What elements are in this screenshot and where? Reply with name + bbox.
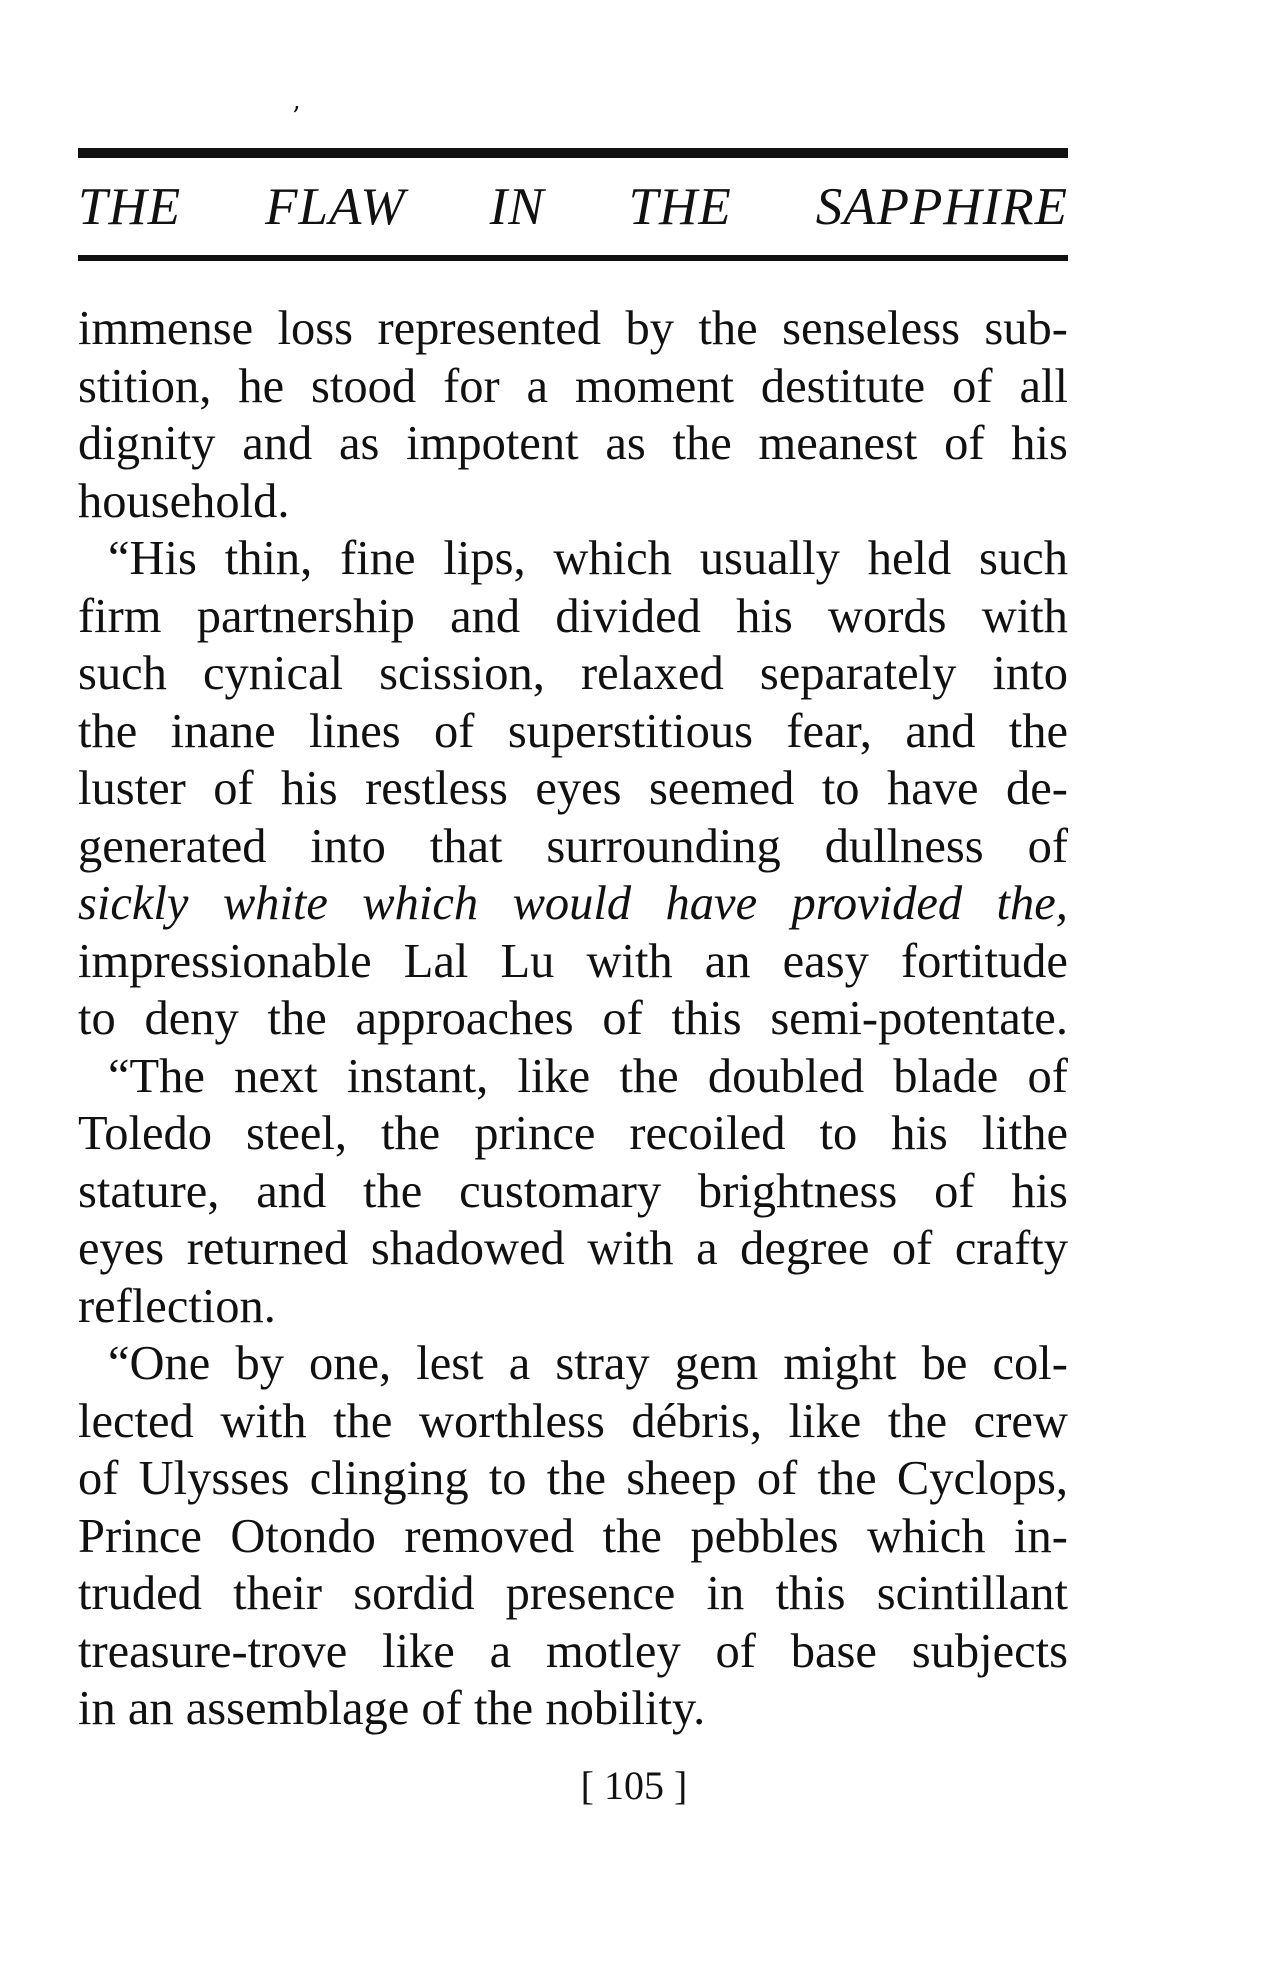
word: he <box>238 359 285 413</box>
running-head-word: IN <box>489 178 545 236</box>
word: destitute <box>760 359 926 413</box>
word: worthless <box>418 1394 605 1448</box>
word: loss <box>277 302 354 355</box>
word: the <box>619 1049 679 1103</box>
word: steel, <box>245 1107 347 1160</box>
word: to <box>821 762 860 815</box>
header-rule-bottom <box>78 255 1068 261</box>
word: cynical <box>203 647 344 700</box>
word: the <box>380 1107 441 1160</box>
word: stature, <box>78 1164 220 1218</box>
word: usually <box>699 532 840 585</box>
word: lithe <box>981 1107 1068 1160</box>
word: sheep <box>626 1452 737 1505</box>
text-line-content: in an assemblage of the nobility. <box>78 1682 706 1735</box>
word: surrounding <box>546 819 781 873</box>
word: have <box>665 877 758 930</box>
word: with <box>586 934 673 988</box>
word: degree <box>740 1222 870 1275</box>
word: would <box>512 877 632 930</box>
page-number: [ 105 ] <box>580 1763 688 1808</box>
word: might <box>783 1337 897 1390</box>
word: sickly <box>78 877 189 930</box>
word: the, <box>996 877 1068 930</box>
word: Lu <box>500 934 555 988</box>
word: Lal <box>403 934 469 988</box>
word: seemed <box>648 762 795 815</box>
word: subjects <box>911 1624 1068 1678</box>
word: “The <box>108 1049 205 1103</box>
word: meanest <box>758 417 918 470</box>
word: to <box>78 992 116 1045</box>
text-line <box>78 1220 1068 1278</box>
word: and <box>450 589 521 643</box>
word: sub- <box>984 302 1068 355</box>
word: of <box>213 762 254 815</box>
header-rule-top <box>78 148 1068 158</box>
word: customary <box>459 1164 662 1218</box>
word: like <box>382 1624 455 1678</box>
word: fortitude <box>900 934 1068 988</box>
word: such <box>78 647 167 700</box>
word: an <box>704 934 751 988</box>
word: returned <box>186 1222 349 1275</box>
word: clinging <box>309 1452 469 1505</box>
word: de- <box>1005 762 1068 815</box>
word: this <box>775 1567 846 1620</box>
word: the <box>887 1394 948 1448</box>
word: presence <box>505 1567 676 1620</box>
word: one, <box>309 1337 392 1390</box>
word: blade <box>893 1049 999 1103</box>
text-line <box>78 990 1068 1048</box>
word: represented <box>377 302 602 355</box>
word: his <box>1011 417 1068 470</box>
word: stood <box>311 359 417 413</box>
word: into <box>310 819 386 873</box>
text-line <box>78 1450 1068 1508</box>
word: that <box>429 819 503 873</box>
word: lest <box>416 1337 484 1390</box>
word: dullness <box>824 819 984 873</box>
word: which <box>553 532 672 585</box>
word: stray <box>555 1337 650 1390</box>
word: lips, <box>443 532 526 585</box>
running-head-word: THE <box>78 178 182 236</box>
word: the <box>78 704 138 758</box>
word: gem <box>674 1337 759 1390</box>
word: the <box>333 1394 393 1448</box>
word: of <box>78 1452 119 1505</box>
word: like <box>517 1049 591 1103</box>
word: to <box>488 1452 527 1505</box>
word: which <box>867 1509 986 1563</box>
word: the <box>546 1452 607 1505</box>
running-head <box>78 172 1068 242</box>
word: restless <box>365 762 508 815</box>
word: with <box>981 589 1068 643</box>
word: moment <box>575 359 734 413</box>
word: by <box>625 302 674 355</box>
word: impotent <box>406 417 579 470</box>
word: a <box>696 1222 718 1275</box>
word: and <box>242 417 313 470</box>
body-text <box>78 300 1068 1738</box>
text-line <box>78 1393 1068 1451</box>
text-line <box>78 818 1068 876</box>
text-line <box>78 760 1068 818</box>
word: separately <box>759 647 957 700</box>
word: deny <box>144 992 239 1045</box>
word: in- <box>1014 1509 1068 1563</box>
word: such <box>979 532 1068 585</box>
word: as <box>605 417 646 470</box>
word: his <box>736 589 793 643</box>
word: débris, <box>631 1394 763 1448</box>
word: this <box>671 992 742 1045</box>
word: Otondo <box>230 1509 376 1563</box>
word: and <box>256 1164 327 1218</box>
text-line <box>78 473 1068 531</box>
word: which <box>362 877 479 930</box>
word: shadowed <box>370 1222 565 1275</box>
word: fine <box>340 532 416 585</box>
text-line <box>78 1048 1068 1106</box>
word: scintillant <box>876 1567 1068 1620</box>
word: of <box>952 359 993 413</box>
word: to <box>819 1107 858 1160</box>
word: instant, <box>346 1049 489 1103</box>
word: col- <box>992 1337 1068 1390</box>
word: motley <box>546 1624 681 1678</box>
word: of <box>434 704 475 758</box>
word: in <box>706 1567 745 1620</box>
text-line-content: reflection. <box>78 1279 276 1333</box>
word: sordid <box>353 1567 475 1620</box>
word: their <box>233 1567 322 1620</box>
word: stition, <box>78 359 212 413</box>
word: “One <box>108 1337 211 1390</box>
word: impressionable <box>78 934 372 988</box>
text-line <box>78 1508 1068 1566</box>
word: words <box>827 589 947 643</box>
word: pebbles <box>690 1509 839 1563</box>
word: divided <box>555 589 701 643</box>
word: treasure-trove <box>78 1624 348 1678</box>
word: as <box>338 417 380 470</box>
word: scission, <box>379 647 545 700</box>
word: all <box>1019 359 1068 413</box>
text-line <box>78 1565 1068 1623</box>
word: the <box>817 1452 877 1505</box>
text-line <box>78 588 1068 646</box>
word: of <box>891 1222 933 1275</box>
word: a <box>526 359 549 413</box>
word: his <box>891 1107 948 1160</box>
word: like <box>788 1394 862 1448</box>
word: semi-potentate. <box>770 992 1068 1045</box>
word: Toledo <box>78 1107 212 1160</box>
word: the <box>698 302 758 355</box>
word: the <box>363 1164 423 1218</box>
word: the <box>602 1509 662 1563</box>
text-line <box>78 875 1068 933</box>
running-head-word: FLAW <box>265 178 406 236</box>
text-line <box>78 300 1068 358</box>
word: eyes <box>535 762 622 815</box>
word: superstitious <box>507 704 754 758</box>
text-line <box>78 530 1068 588</box>
word: prince <box>474 1107 596 1160</box>
word: lines <box>309 704 401 758</box>
word: his <box>281 762 338 815</box>
word: with <box>220 1394 307 1448</box>
word: have <box>886 762 979 815</box>
word: be <box>921 1337 968 1390</box>
word: of <box>715 1624 756 1678</box>
text-line <box>78 1278 1068 1336</box>
word: crafty <box>954 1222 1068 1275</box>
word: the <box>672 417 732 470</box>
word: of <box>944 417 985 470</box>
word: lected <box>78 1394 194 1448</box>
word: of <box>1027 819 1068 873</box>
word: inane <box>170 704 276 758</box>
word: removed <box>404 1509 575 1563</box>
text-line <box>78 933 1068 991</box>
text-line <box>78 1105 1068 1163</box>
text-line <box>78 415 1068 473</box>
text-line <box>78 1680 1068 1738</box>
word: held <box>867 532 952 585</box>
running-head-word: SAPPHIRE <box>815 178 1068 236</box>
text-line-content: household. <box>78 474 290 528</box>
word: the <box>267 992 327 1045</box>
word: generated <box>78 819 267 873</box>
word: brightness <box>697 1164 898 1218</box>
word: dignity <box>78 417 216 470</box>
word: of <box>756 1452 798 1505</box>
word: with <box>587 1222 674 1275</box>
stray-ink-mark: ’ <box>292 102 301 132</box>
word: into <box>992 647 1068 700</box>
word: provided <box>791 877 963 930</box>
word: firm <box>78 589 162 643</box>
word: senseless <box>782 302 960 355</box>
running-head-word: THE <box>628 178 732 236</box>
word: of <box>934 1164 975 1218</box>
word: crew <box>973 1394 1068 1448</box>
word: doubled <box>707 1049 865 1103</box>
word: approaches <box>355 992 574 1045</box>
word: and <box>905 704 976 758</box>
word: for <box>443 359 500 413</box>
word: Cyclops, <box>896 1452 1068 1505</box>
text-line <box>78 1335 1068 1393</box>
word: relaxed <box>581 647 724 700</box>
word: eyes <box>78 1222 165 1275</box>
word: the <box>1008 704 1068 758</box>
word: recoiled <box>629 1107 786 1160</box>
word: immense <box>78 302 254 355</box>
text-line <box>78 703 1068 761</box>
text-line <box>78 1623 1068 1681</box>
word: easy <box>782 934 869 988</box>
word: a <box>508 1337 531 1390</box>
word: Ulysses <box>138 1452 290 1505</box>
word: a <box>489 1624 512 1678</box>
word: by <box>235 1337 284 1390</box>
word: white <box>222 877 328 930</box>
word: “His <box>108 532 197 585</box>
word: thin, <box>224 532 313 585</box>
text-line <box>78 645 1068 703</box>
word: of <box>602 992 643 1045</box>
word: partnership <box>196 589 415 643</box>
word: next <box>234 1049 318 1103</box>
word: of <box>1027 1049 1068 1103</box>
word: base <box>790 1624 877 1678</box>
word: truded <box>78 1567 202 1620</box>
word: his <box>1011 1164 1068 1218</box>
text-line <box>78 358 1068 416</box>
word: luster <box>78 762 186 815</box>
word: Prince <box>78 1509 202 1563</box>
text-line <box>78 1163 1068 1221</box>
word: fear, <box>786 704 872 758</box>
